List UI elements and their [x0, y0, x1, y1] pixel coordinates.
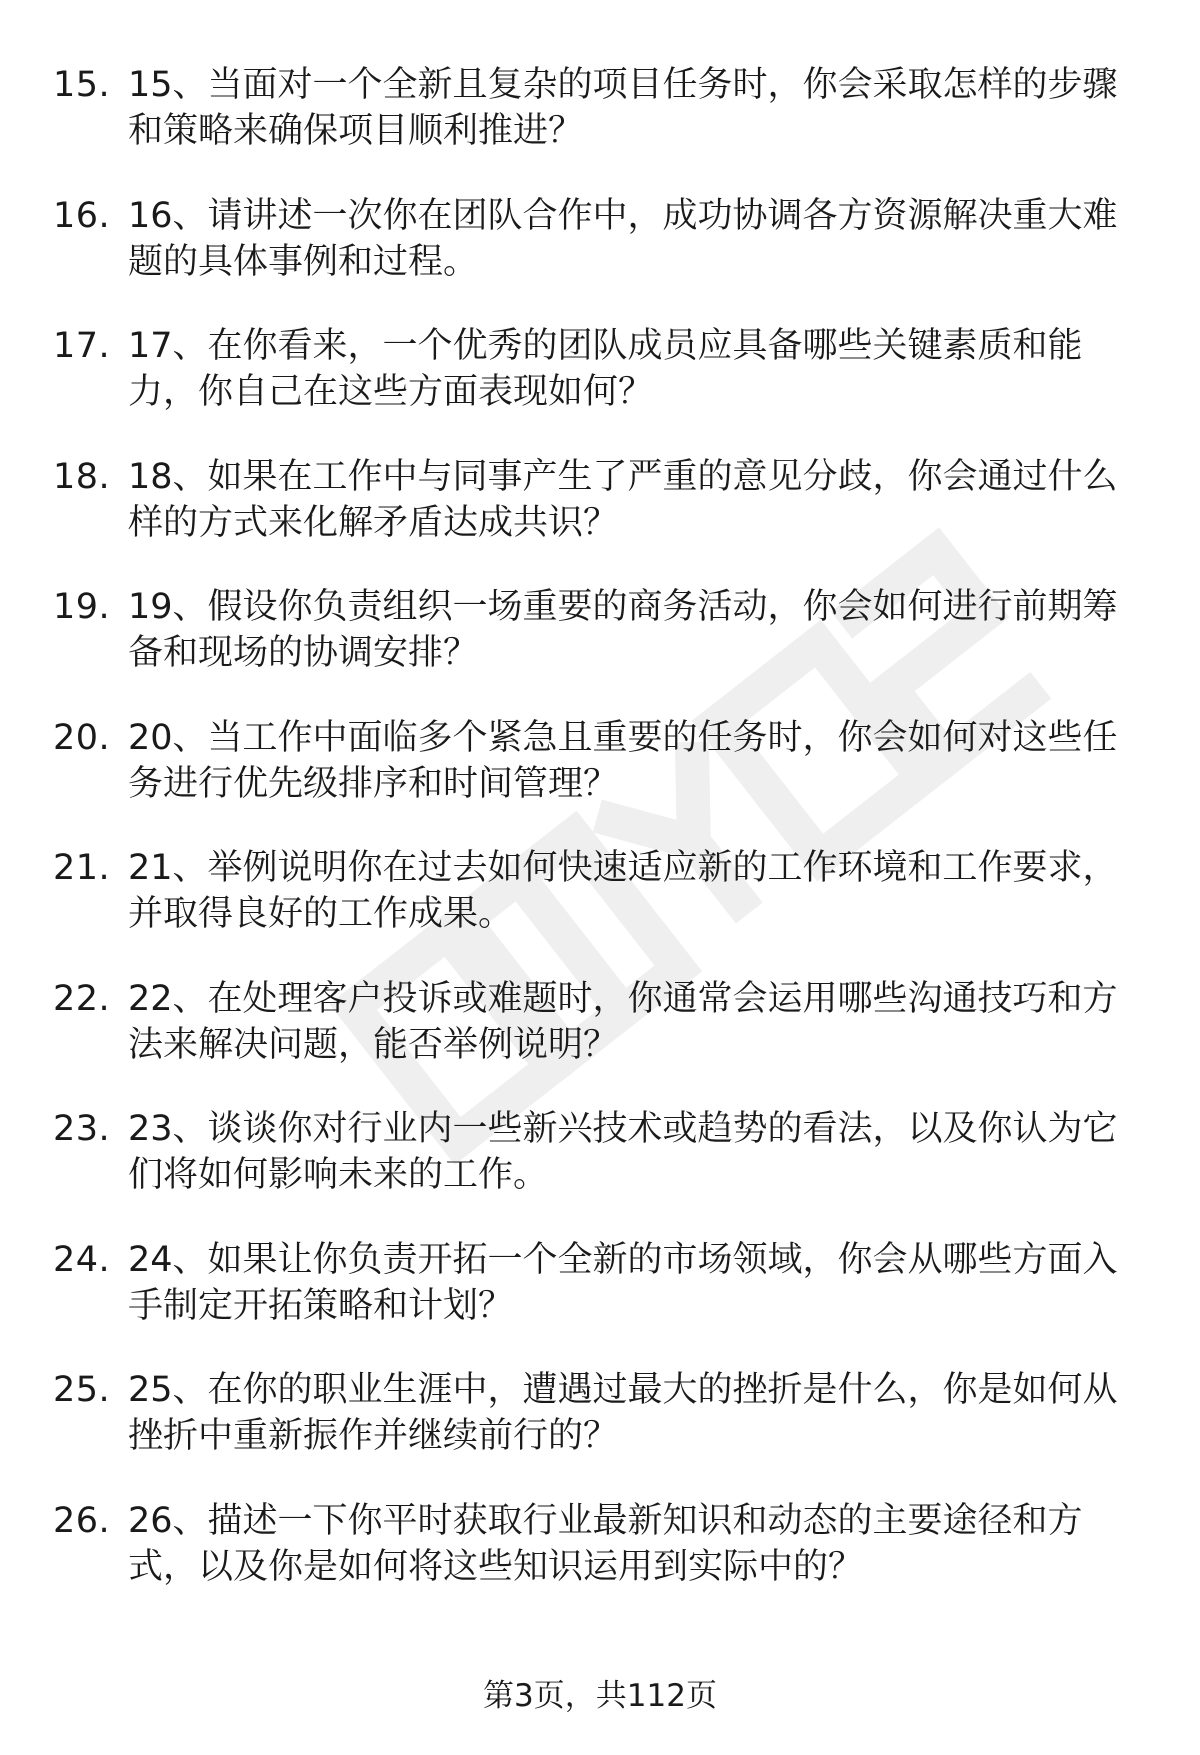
list-item	[0, 584, 1200, 715]
list-item	[0, 193, 1200, 324]
list-item	[0, 1498, 1200, 1629]
list-item	[0, 976, 1200, 1107]
page-footer: 第3页，共112页	[483, 1678, 717, 1714]
question-number: 15.	[53, 65, 111, 105]
question-number: 21.	[53, 848, 111, 888]
list-item	[0, 323, 1200, 454]
list-item	[0, 845, 1200, 976]
question-text: 23、谈谈你对行业内一些新兴技术或趋势的看法，以及你认为它们将如何影响未来的工作。	[128, 1109, 1118, 1195]
question-number: 24.	[53, 1239, 111, 1280]
question-number: 16.	[53, 195, 111, 236]
question-number: 19.	[53, 587, 111, 627]
question-text: 24、如果让你负责开拓一个全新的市场领域，你会从哪些方面入手制定开拓策略和计划？	[128, 1239, 1118, 1326]
question-number: 17.	[53, 326, 111, 366]
question-number: 18.	[53, 456, 111, 497]
question-number: 23.	[53, 1109, 111, 1149]
question-text: 26、描述一下你平时获取行业最新知识和动态的主要途径和方式，以及你是如何将这些知识运用到实际中的？	[128, 1500, 1083, 1587]
question-text: 17、在你看来，一个优秀的团队成员应具备哪些关键素质和能力，你自己在这些方面表现如何？	[128, 326, 1083, 412]
question-text: 25、在你的职业生涯中，遭遇过最大的挫折是什么，你是如何从挫折中重新振作并继续前行的？	[128, 1370, 1118, 1456]
list-item	[0, 1367, 1200, 1498]
list-item	[0, 1237, 1200, 1368]
question-text: 16、请讲述一次你在团队合作中，成功协调各方资源解决重大难题的具体事例和过程。	[128, 195, 1118, 282]
question-list	[0, 62, 1200, 1628]
question-number: 20.	[53, 717, 111, 758]
question-number: 26.	[53, 1500, 111, 1541]
question-text: 15、当面对一个全新且复杂的项目任务时，你会采取怎样的步骤和策略来确保项目顺利推进？	[128, 65, 1118, 151]
question-text: 21、举例说明你在过去如何快速适应新的工作环境和工作要求，并取得良好的工作成果。	[128, 848, 1118, 934]
list-item	[0, 454, 1200, 585]
question-text: 22、在处理客户投诉或难题时，你通常会运用哪些沟通技巧和方法来解决问题，能否举例说明？	[128, 978, 1118, 1065]
list-item	[0, 62, 1200, 193]
list-item	[0, 1106, 1200, 1237]
question-text: 18、如果在工作中与同事产生了严重的意见分歧，你会通过什么样的方式来化解矛盾达成共识？	[128, 456, 1118, 543]
list-item	[0, 715, 1200, 846]
question-text: 19、假设你负责组织一场重要的商务活动，你会如何进行前期筹备和现场的协调安排？	[128, 587, 1118, 673]
question-text: 20、当工作中面临多个紧急且重要的任务时，你会如何对这些任务进行优先级排序和时间管理？	[128, 717, 1118, 804]
question-number: 22.	[53, 978, 111, 1019]
question-number: 25.	[53, 1370, 111, 1410]
